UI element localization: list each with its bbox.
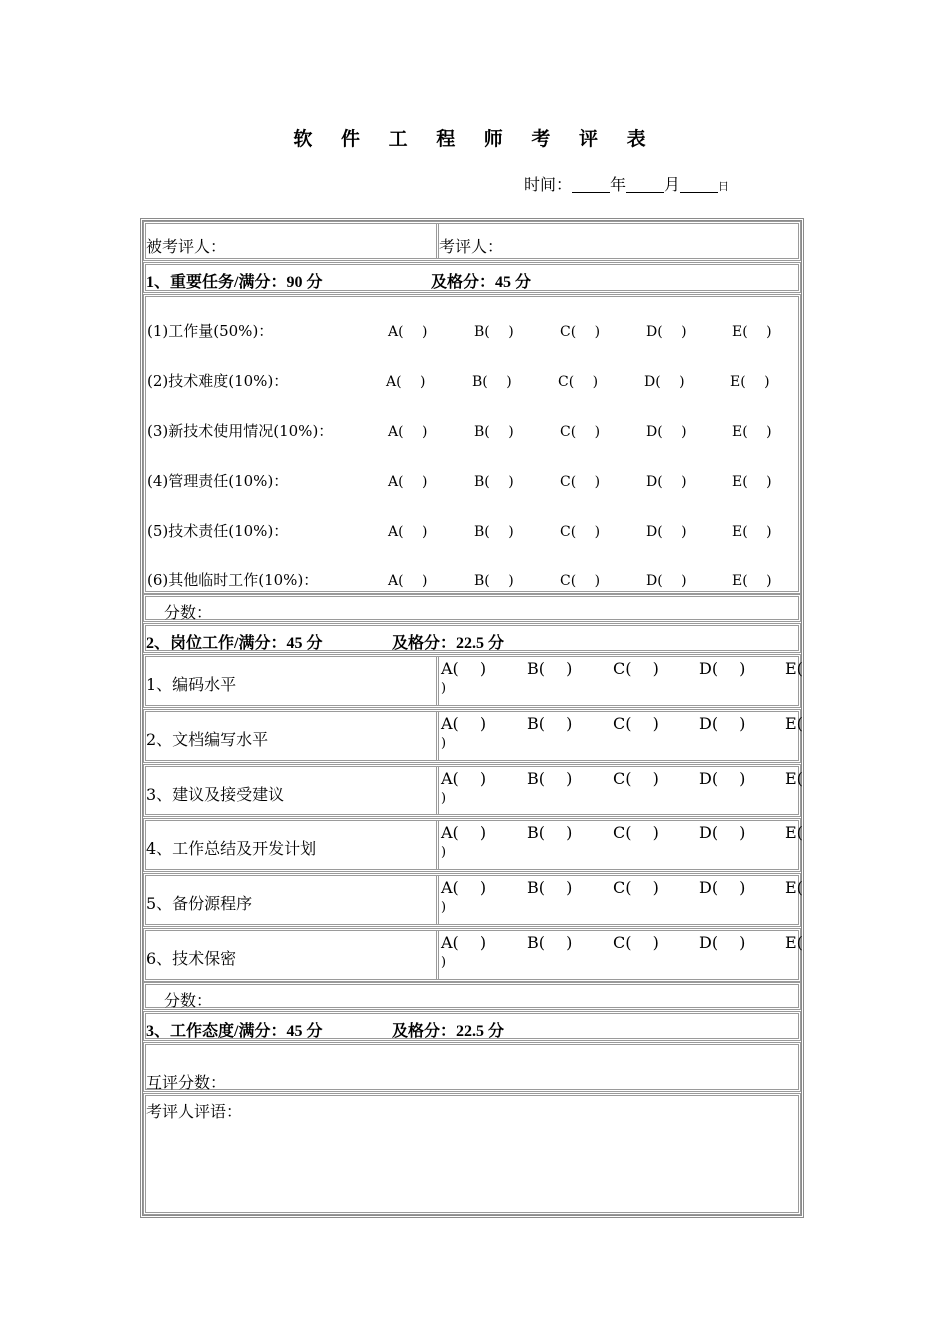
s2-options-cell (436, 657, 803, 705)
s1-opt-a[interactable]: A( ) (388, 424, 428, 440)
s2-opt-c[interactable]: C( ) (613, 933, 659, 952)
evaluatee-cell[interactable] (146, 224, 436, 258)
s1-opt-c[interactable]: C( ) (560, 324, 601, 340)
section3-heading: 3、工作态度/满分：45 分 (146, 1023, 323, 1040)
page-title: 软 件 工 程 师 考 评 表 (293, 128, 657, 150)
s2-opt-a[interactable]: A( ) (441, 878, 487, 897)
s2-opt-c[interactable]: C( ) (613, 659, 659, 678)
s1-item-3: (3)新技术使用情况(10%)： (147, 422, 334, 440)
s2-opt-b[interactable]: B( ) (527, 878, 573, 897)
s2-opt-a[interactable]: A( ) (441, 933, 487, 952)
peer-score-row[interactable] (143, 1042, 801, 1092)
s1-opt-d[interactable]: D( ) (646, 324, 687, 340)
s2-opt-d[interactable]: D( ) (699, 714, 746, 733)
s2-item-3: 3、建议及接受建议 (146, 785, 285, 804)
comments-label: 考评人评语： (146, 1102, 243, 1121)
s2-label-cell (146, 767, 436, 814)
s1-opt-e[interactable]: E( ) (732, 424, 772, 440)
s2-opt-a[interactable]: A( ) (441, 823, 487, 842)
s2-item-6: 6、技术保密 (146, 949, 237, 968)
s1-options-4 (388, 471, 792, 491)
s1-options-5 (388, 521, 792, 541)
s1-opt-a[interactable]: A( ) (388, 474, 428, 490)
section2-heading-row (143, 623, 801, 653)
evaluator-label: 考评人： (439, 237, 504, 256)
s2-opt-c[interactable]: C( ) (613, 823, 659, 842)
s2-row-3 (143, 764, 801, 817)
s1-opt-c[interactable]: C( ) (560, 474, 601, 490)
year-label: 年 (610, 175, 627, 194)
s2-label-cell (146, 712, 436, 760)
s1-opt-e[interactable]: E( ) (732, 573, 772, 589)
s1-opt-b[interactable]: B( ) (474, 524, 514, 540)
s1-opt-b[interactable]: B( ) (472, 374, 512, 390)
s1-opt-a[interactable]: A( ) (388, 324, 428, 340)
s2-row-2 (143, 709, 801, 763)
section1-heading: 1、重要任务/满分：90 分 (146, 274, 323, 291)
section3-pass: 及格分：22.5 分 (392, 1023, 505, 1040)
s2-opt-c[interactable]: C( ) (613, 769, 659, 788)
s2-item-1: 1、编码水平 (146, 675, 237, 694)
s1-opt-e[interactable]: E( ) (732, 524, 772, 540)
section1-pass: 及格分：45 分 (431, 274, 532, 291)
s2-opt-e[interactable]: E( (785, 823, 803, 842)
s2-opt-e-close: ) (441, 955, 447, 970)
s1-opt-d[interactable]: D( ) (646, 573, 687, 589)
s1-opt-d[interactable]: D( ) (646, 524, 687, 540)
s2-opt-e-close: ) (441, 791, 447, 806)
s2-opt-e[interactable]: E( (785, 933, 803, 952)
date-line (524, 172, 729, 195)
s1-opt-e[interactable]: E( ) (730, 374, 770, 390)
s1-options-6 (388, 570, 792, 590)
year-blank[interactable] (572, 176, 610, 193)
header-row (143, 221, 801, 261)
section1-score-row[interactable] (143, 594, 801, 622)
s1-item-4: (4)管理责任(10%)： (147, 472, 289, 490)
s2-options-2 (441, 714, 803, 734)
s1-item-2: (2)技术难度(10%)： (147, 372, 289, 390)
day-label: 日 (718, 180, 730, 193)
s1-opt-c[interactable]: C( ) (558, 374, 599, 390)
s2-row-4 (143, 818, 801, 872)
month-blank[interactable] (626, 176, 664, 193)
s2-opt-b[interactable]: B( ) (527, 933, 573, 952)
s2-options-cell (436, 931, 803, 979)
comments-row[interactable] (143, 1093, 801, 1215)
s2-opt-c[interactable]: C( ) (613, 714, 659, 733)
section2-heading: 2、岗位工作/满分：45 分 (146, 635, 323, 652)
peer-score-label: 互评分数： (146, 1073, 227, 1092)
date-label: 时间： (524, 175, 573, 194)
s2-options-cell (436, 767, 803, 814)
s2-opt-e[interactable]: E( (785, 878, 803, 897)
s2-opt-e[interactable]: E( (785, 769, 803, 788)
s2-opt-b[interactable]: B( ) (527, 769, 573, 788)
s1-opt-b[interactable]: B( ) (474, 424, 514, 440)
s2-item-4: 4、工作总结及开发计划 (146, 839, 317, 858)
s2-opt-e-close: ) (441, 681, 447, 696)
s2-opt-d[interactable]: D( ) (699, 933, 746, 952)
s2-label-cell (146, 876, 436, 924)
s1-item-6: (6)其他临时工作(10%)： (147, 571, 319, 589)
s2-options-cell (436, 876, 803, 924)
month-label: 月 (664, 175, 681, 194)
section3-heading-row (143, 1011, 801, 1041)
s2-row-5 (143, 873, 801, 927)
s2-label-cell (146, 657, 436, 705)
s1-opt-d[interactable]: D( ) (646, 424, 687, 440)
s2-opt-e-close: ) (441, 900, 447, 915)
s1-opt-b[interactable]: B( ) (474, 573, 514, 589)
s2-opt-d[interactable]: D( ) (699, 878, 746, 897)
s2-options-cell (436, 821, 803, 869)
s2-opt-b[interactable]: B( ) (527, 659, 573, 678)
s2-row-1 (143, 654, 801, 708)
s2-opt-e[interactable]: E( (785, 714, 803, 733)
section2-score-row[interactable] (143, 982, 801, 1010)
s2-opt-e-close: ) (441, 845, 447, 860)
s1-opt-e[interactable]: E( ) (732, 324, 772, 340)
s1-opt-d[interactable]: D( ) (644, 374, 685, 390)
s2-opt-d[interactable]: D( ) (699, 769, 746, 788)
day-blank[interactable] (680, 176, 718, 193)
s2-opt-a[interactable]: A( ) (441, 714, 487, 733)
s2-opt-c[interactable]: C( ) (613, 878, 659, 897)
s1-item-5: (5)技术责任(10%)： (147, 522, 289, 540)
s1-opt-c[interactable]: C( ) (560, 573, 601, 589)
s1-opt-c[interactable]: C( ) (560, 524, 601, 540)
s1-item-1: (1)工作量(50%)： (147, 322, 274, 340)
section2-pass: 及格分：22.5 分 (392, 635, 505, 652)
s1-opt-b[interactable]: B( ) (474, 474, 514, 490)
s2-options-5 (441, 878, 803, 898)
s2-item-5: 5、备份源程序 (146, 894, 253, 913)
section2-score-label: 分数： (164, 991, 213, 1010)
s1-opt-c[interactable]: C( ) (560, 424, 601, 440)
s1-options-3 (388, 421, 792, 441)
s1-opt-a[interactable]: A( ) (388, 573, 428, 589)
s2-row-6 (143, 928, 801, 982)
s1-options-2 (386, 371, 790, 391)
s2-opt-a[interactable]: A( ) (441, 769, 487, 788)
s1-opt-e[interactable]: E( ) (732, 474, 772, 490)
s2-options-1 (441, 659, 803, 679)
s1-options-1 (388, 321, 792, 341)
s1-opt-a[interactable]: A( ) (388, 524, 428, 540)
section1-heading-row (143, 262, 801, 293)
s2-opt-b[interactable]: B( ) (527, 714, 573, 733)
s2-options-cell (436, 712, 803, 760)
s1-opt-d[interactable]: D( ) (646, 474, 687, 490)
s2-options-3 (441, 769, 803, 789)
s2-label-cell (146, 821, 436, 869)
s1-opt-b[interactable]: B( ) (474, 324, 514, 340)
s2-item-2: 2、文档编写水平 (146, 730, 269, 749)
s2-opt-e-close: ) (441, 736, 447, 751)
evaluator-cell[interactable] (436, 224, 798, 258)
evaluatee-label: 被考评人： (146, 237, 227, 256)
s2-opt-d[interactable]: D( ) (699, 823, 746, 842)
s2-options-6 (441, 933, 803, 953)
s2-opt-b[interactable]: B( ) (527, 823, 573, 842)
section1-score-label: 分数： (164, 603, 213, 622)
s2-opt-d[interactable]: D( ) (699, 659, 746, 678)
s1-opt-a[interactable]: A( ) (386, 374, 426, 390)
s2-options-4 (441, 823, 803, 843)
s2-opt-a[interactable]: A( ) (441, 659, 487, 678)
s2-opt-e[interactable]: E( (785, 659, 803, 678)
s2-label-cell (146, 931, 436, 979)
